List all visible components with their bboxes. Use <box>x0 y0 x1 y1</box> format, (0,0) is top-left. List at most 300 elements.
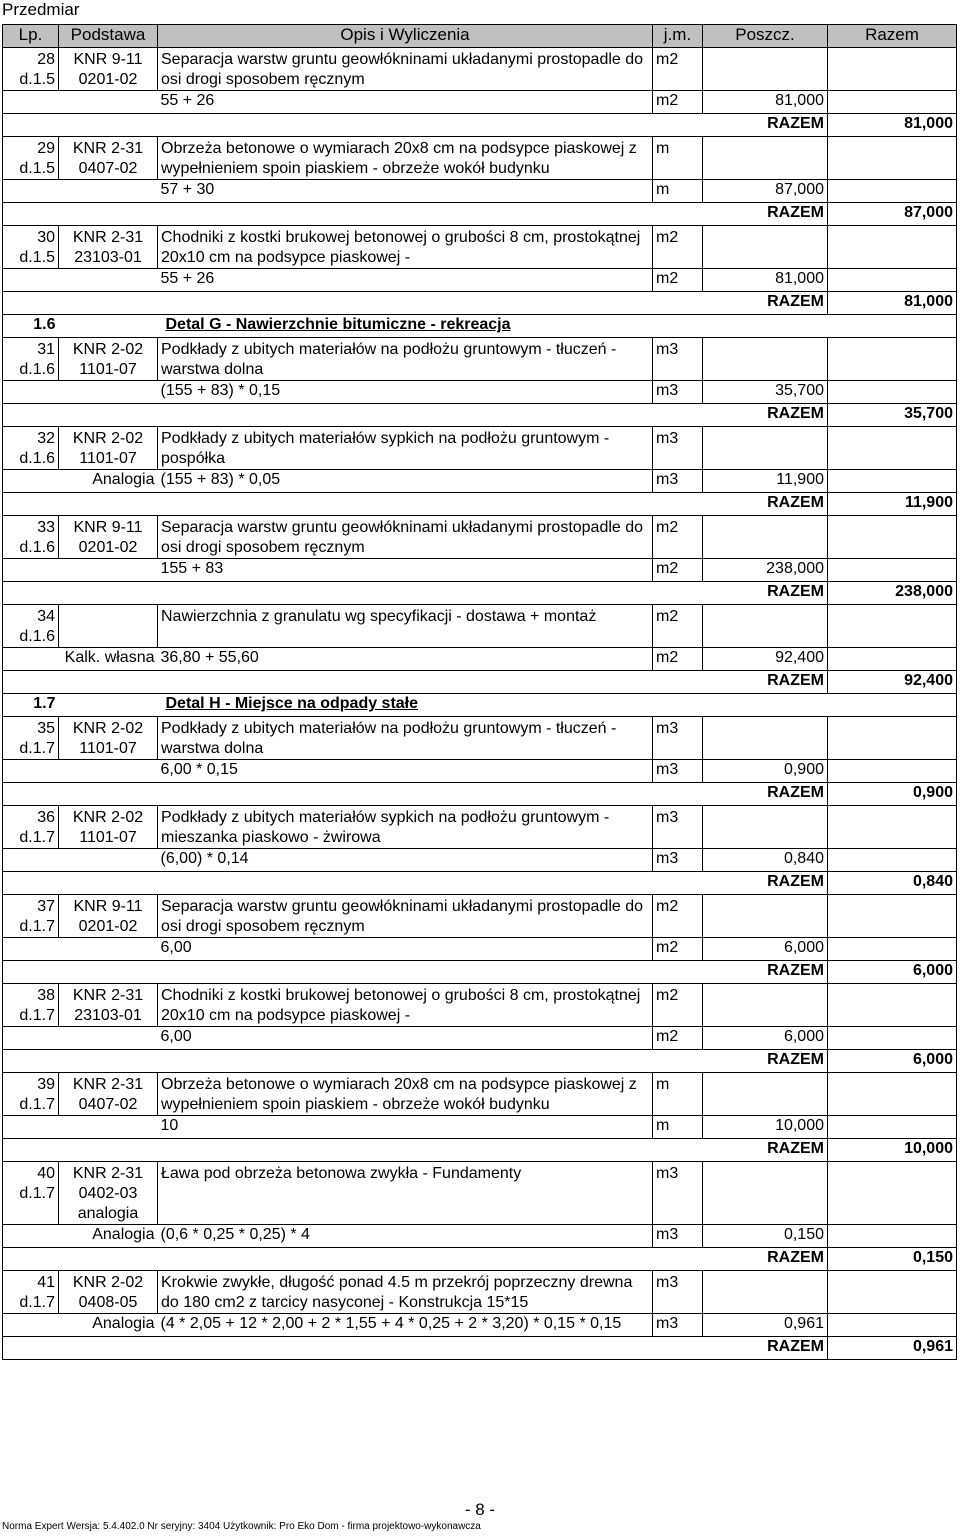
item-razem <box>828 895 957 938</box>
razem-row <box>3 1337 957 1360</box>
lp-line: d.1.6 <box>19 361 55 378</box>
razem-value: 81,000 <box>828 292 957 315</box>
item-razem <box>828 427 957 470</box>
header-poszcz: Poszcz. <box>703 25 828 48</box>
item-lp <box>3 1073 59 1116</box>
calc-unit: m <box>653 180 703 203</box>
calc-value: 6,000 <box>703 1027 828 1050</box>
razem-spacer <box>3 493 703 516</box>
calc-razem <box>828 559 957 582</box>
lp-line: 35 <box>37 720 55 737</box>
razem-spacer <box>3 1337 703 1360</box>
calc-label <box>3 91 158 114</box>
lp-line: d.1.7 <box>19 1007 55 1024</box>
item-lp <box>3 516 59 559</box>
item-description: Obrzeża betonowe o wymiarach 20x8 cm na podsypce piaskowej z wypełnieniem spoin piaskiem - obrzeże wokół budynku <box>158 137 653 180</box>
lp-line: d.1.7 <box>19 740 55 757</box>
item-code <box>59 1271 158 1314</box>
item-row <box>3 806 957 849</box>
calc-label <box>3 1116 158 1139</box>
calc-row <box>3 381 957 404</box>
item-code <box>59 48 158 91</box>
razem-spacer <box>3 671 703 694</box>
item-razem <box>828 605 957 648</box>
calc-label: Analogia <box>3 1314 158 1337</box>
section-title: Detal G - Nawierzchnie bitumiczne - rekreacja <box>165 316 511 333</box>
item-lp <box>3 137 59 180</box>
calc-unit: m2 <box>653 91 703 114</box>
document-title: Przedmiar <box>2 0 80 19</box>
item-row <box>3 1162 957 1225</box>
item-code <box>59 1073 158 1116</box>
item-row <box>3 226 957 269</box>
page-number: - 8 - <box>464 1500 496 1519</box>
lp-line: d.1.5 <box>19 71 55 88</box>
calc-label <box>3 269 158 292</box>
item-description: Krokwie zwykłe, długość ponad 4.5 m przekrój poprzeczny drewna do 180 cm2 z tarcicy nasyconej - Konstrukcja 15*15 <box>158 1271 653 1314</box>
lp-line: d.1.6 <box>19 539 55 556</box>
razem-row <box>3 783 957 806</box>
section-number: 1.7 <box>3 694 59 717</box>
item-lp <box>3 806 59 849</box>
calc-expression: 55 + 26 <box>158 269 653 292</box>
calc-expression: 57 + 30 <box>158 180 653 203</box>
razem-spacer <box>3 203 703 226</box>
razem-row <box>3 961 957 984</box>
calc-unit: m <box>653 1116 703 1139</box>
item-row <box>3 338 957 381</box>
razem-spacer <box>3 783 703 806</box>
calc-expression: (4 * 2,05 + 12 * 2,00 + 2 * 1,55 + 4 * 0,25 + 2 * 3,20) * 0,15 * 0,15 <box>158 1314 653 1337</box>
razem-label: RAZEM <box>703 582 828 605</box>
code-line: KNR 2-31 <box>72 140 144 157</box>
code-line: KNR 2-02 <box>72 809 144 826</box>
lp-line: d.1.5 <box>19 160 55 177</box>
calc-row <box>3 1116 957 1139</box>
header-jm: j.m. <box>653 25 703 48</box>
calc-value: 92,400 <box>703 648 828 671</box>
calc-expression: 6,00 * 0,15 <box>158 760 653 783</box>
razem-row <box>3 1050 957 1073</box>
calc-value: 0,840 <box>703 849 828 872</box>
calc-unit: m2 <box>653 269 703 292</box>
razem-label: RAZEM <box>703 292 828 315</box>
item-code <box>59 137 158 180</box>
razem-label: RAZEM <box>703 872 828 895</box>
razem-spacer <box>3 582 703 605</box>
calc-value: 11,900 <box>703 470 828 493</box>
calc-row <box>3 180 957 203</box>
code-line: 1101-07 <box>79 450 137 467</box>
item-row <box>3 427 957 470</box>
lp-line: 39 <box>37 1076 55 1093</box>
code-line: 0201-02 <box>78 71 138 88</box>
item-row <box>3 605 957 648</box>
calc-unit: m2 <box>653 559 703 582</box>
calc-label <box>3 1027 158 1050</box>
razem-row <box>3 404 957 427</box>
calc-label: Kalk. własna <box>3 648 158 671</box>
calc-value: 10,000 <box>703 1116 828 1139</box>
calc-label: Analogia <box>3 470 158 493</box>
razem-spacer <box>3 404 703 427</box>
calc-label <box>3 559 158 582</box>
lp-line: 30 <box>37 229 55 246</box>
item-razem <box>828 984 957 1027</box>
calc-value: 0,150 <box>703 1225 828 1248</box>
item-razem <box>828 806 957 849</box>
table-header-row <box>3 25 957 48</box>
calc-razem <box>828 1314 957 1337</box>
calc-razem <box>828 381 957 404</box>
razem-row <box>3 114 957 137</box>
item-row <box>3 1271 957 1314</box>
calc-row <box>3 938 957 961</box>
razem-value: 81,000 <box>828 114 957 137</box>
calc-razem <box>828 938 957 961</box>
razem-label: RAZEM <box>703 404 828 427</box>
item-description: Separacja warstw gruntu geowłókninami układanymi prostopadle do osi drogi sposobem ręcznym <box>158 516 653 559</box>
calc-value: 35,700 <box>703 381 828 404</box>
item-poszcz <box>703 717 828 760</box>
calc-expression: (155 + 83) * 0,15 <box>158 381 653 404</box>
item-unit: m2 <box>653 226 703 269</box>
calc-row <box>3 760 957 783</box>
razem-label: RAZEM <box>703 961 828 984</box>
razem-label: RAZEM <box>703 114 828 137</box>
calc-value: 87,000 <box>703 180 828 203</box>
item-row <box>3 895 957 938</box>
lp-line: d.1.5 <box>19 249 55 266</box>
item-code <box>59 516 158 559</box>
razem-spacer <box>3 872 703 895</box>
lp-line: 37 <box>37 898 55 915</box>
item-poszcz <box>703 605 828 648</box>
header-opis: Opis i Wyliczenia <box>158 25 653 48</box>
code-line: KNR 9-11 <box>73 51 143 68</box>
razem-value: 0,150 <box>828 1248 957 1271</box>
item-poszcz <box>703 1162 828 1225</box>
item-lp <box>3 48 59 91</box>
lp-line: 38 <box>37 987 55 1004</box>
item-razem <box>828 1271 957 1314</box>
calc-expression: 10 <box>158 1116 653 1139</box>
item-unit: m3 <box>653 338 703 381</box>
item-description: Podkłady z ubitych materiałów na podłożu gruntowym - tłuczeń - warstwa dolna <box>158 717 653 760</box>
item-unit: m <box>653 137 703 180</box>
lp-line: d.1.7 <box>19 829 55 846</box>
header-podstawa: Podstawa <box>59 25 158 48</box>
item-razem <box>828 48 957 91</box>
table-body <box>3 48 957 1360</box>
razem-row <box>3 1139 957 1162</box>
calc-label: Analogia <box>3 1225 158 1248</box>
item-row <box>3 137 957 180</box>
code-line: 0408-05 <box>78 1294 138 1311</box>
razem-spacer <box>3 1248 703 1271</box>
calc-row <box>3 648 957 671</box>
razem-spacer <box>3 114 703 137</box>
item-unit: m3 <box>653 1162 703 1225</box>
item-lp <box>3 226 59 269</box>
calc-expression: 6,00 <box>158 1027 653 1050</box>
item-lp <box>3 984 59 1027</box>
calc-label <box>3 381 158 404</box>
razem-value: 6,000 <box>828 961 957 984</box>
item-code <box>59 605 158 648</box>
item-row <box>3 984 957 1027</box>
item-lp <box>3 895 59 938</box>
calc-value: 0,961 <box>703 1314 828 1337</box>
item-unit: m2 <box>653 984 703 1027</box>
calc-razem <box>828 180 957 203</box>
item-code <box>59 895 158 938</box>
calc-label <box>3 760 158 783</box>
section-title-cell <box>59 315 957 338</box>
item-code <box>59 338 158 381</box>
section-number: 1.6 <box>3 315 59 338</box>
code-line: KNR 2-31 <box>72 1076 144 1093</box>
item-description: Chodniki z kostki brukowej betonowej o grubości 8 cm, prostokątnej 20x10 cm na podsypce piaskowej - <box>158 226 653 269</box>
calc-razem <box>828 760 957 783</box>
lp-line: d.1.7 <box>19 1096 55 1113</box>
item-unit: m2 <box>653 895 703 938</box>
lp-line: d.1.7 <box>19 1294 55 1311</box>
code-line: KNR 2-02 <box>72 341 144 358</box>
lp-line: d.1.7 <box>19 1185 55 1202</box>
code-line: KNR 2-02 <box>72 720 144 737</box>
calc-expression: 55 + 26 <box>158 91 653 114</box>
calc-razem <box>828 1116 957 1139</box>
item-code <box>59 226 158 269</box>
item-row <box>3 516 957 559</box>
lp-line: 32 <box>37 430 55 447</box>
code-line: KNR 2-31 <box>72 1165 144 1182</box>
calc-unit: m3 <box>653 760 703 783</box>
lp-line: 29 <box>37 140 55 157</box>
razem-spacer <box>3 1139 703 1162</box>
item-code <box>59 984 158 1027</box>
lp-line: 36 <box>37 809 55 826</box>
calc-unit: m2 <box>653 1027 703 1050</box>
item-razem <box>828 137 957 180</box>
calc-expression: 36,80 + 55,60 <box>158 648 653 671</box>
razem-row <box>3 292 957 315</box>
calc-razem <box>828 648 957 671</box>
item-description: Podkłady z ubitych materiałów sypkich na podłożu gruntowym - mieszanka piaskowo - żwirowa <box>158 806 653 849</box>
item-row <box>3 1073 957 1116</box>
calc-row <box>3 91 957 114</box>
razem-label: RAZEM <box>703 493 828 516</box>
item-razem <box>828 1162 957 1225</box>
item-poszcz <box>703 516 828 559</box>
section-title-cell <box>59 694 957 717</box>
lp-line: 34 <box>37 608 55 625</box>
razem-label: RAZEM <box>703 203 828 226</box>
code-line: analogia <box>77 1205 139 1222</box>
lp-line: 41 <box>37 1274 55 1291</box>
item-lp <box>3 1271 59 1314</box>
razem-label: RAZEM <box>703 671 828 694</box>
calc-row <box>3 1314 957 1337</box>
razem-value: 0,900 <box>828 783 957 806</box>
item-code <box>59 1162 158 1225</box>
code-line: 23103-01 <box>74 249 142 266</box>
item-unit: m2 <box>653 605 703 648</box>
lp-line: 31 <box>37 341 55 358</box>
item-poszcz <box>703 48 828 91</box>
code-line: 0407-02 <box>78 1096 138 1113</box>
item-razem <box>828 338 957 381</box>
code-line: KNR 9-11 <box>73 519 143 536</box>
calc-row <box>3 1225 957 1248</box>
razem-label: RAZEM <box>703 783 828 806</box>
item-poszcz <box>703 1271 828 1314</box>
item-razem <box>828 1073 957 1116</box>
item-poszcz <box>703 427 828 470</box>
calc-razem <box>828 91 957 114</box>
calc-expression: 6,00 <box>158 938 653 961</box>
item-razem <box>828 226 957 269</box>
razem-value: 0,961 <box>828 1337 957 1360</box>
item-description: Podkłady z ubitych materiałów na podłożu gruntowym - tłuczeń - warstwa dolna <box>158 338 653 381</box>
section-title: Detal H - Miejsce na odpady stałe <box>165 695 419 712</box>
razem-value: 92,400 <box>828 671 957 694</box>
item-code <box>59 717 158 760</box>
lp-line: 40 <box>37 1165 55 1182</box>
lp-line: d.1.7 <box>19 918 55 935</box>
calc-unit: m3 <box>653 1314 703 1337</box>
calc-unit: m2 <box>653 648 703 671</box>
item-description: Separacja warstw gruntu geowłókninami układanymi prostopadle do osi drogi sposobem ręcznym <box>158 48 653 91</box>
item-poszcz <box>703 806 828 849</box>
code-line: KNR 2-02 <box>72 1274 144 1291</box>
code-line: 0402-03 <box>78 1185 138 1202</box>
calc-label <box>3 938 158 961</box>
calc-unit: m3 <box>653 1225 703 1248</box>
calc-row <box>3 269 957 292</box>
code-line: 0201-02 <box>78 539 138 556</box>
item-unit: m2 <box>653 516 703 559</box>
item-code <box>59 806 158 849</box>
code-line: 1101-07 <box>79 829 137 846</box>
item-unit: m3 <box>653 427 703 470</box>
calc-row <box>3 470 957 493</box>
code-line: 0201-02 <box>78 918 138 935</box>
code-line: 0407-02 <box>78 160 138 177</box>
razem-row <box>3 671 957 694</box>
item-unit: m2 <box>653 48 703 91</box>
item-poszcz <box>703 1073 828 1116</box>
item-lp <box>3 1162 59 1225</box>
code-line: KNR 2-02 <box>72 430 144 447</box>
item-razem <box>828 516 957 559</box>
item-description: Chodniki z kostki brukowej betonowej o grubości 8 cm, prostokątnej 20x10 cm na podsypce piaskowej - <box>158 984 653 1027</box>
lp-line: 28 <box>37 51 55 68</box>
calc-razem <box>828 849 957 872</box>
razem-value: 11,900 <box>828 493 957 516</box>
calc-unit: m3 <box>653 381 703 404</box>
calc-expression: 155 + 83 <box>158 559 653 582</box>
item-lp <box>3 427 59 470</box>
calc-value: 0,900 <box>703 760 828 783</box>
calc-row <box>3 849 957 872</box>
razem-row <box>3 582 957 605</box>
razem-spacer <box>3 292 703 315</box>
calc-expression: (155 + 83) * 0,05 <box>158 470 653 493</box>
calc-razem <box>828 1225 957 1248</box>
razem-row <box>3 872 957 895</box>
section-row <box>3 694 957 717</box>
item-unit: m3 <box>653 1271 703 1314</box>
calc-value: 81,000 <box>703 91 828 114</box>
razem-value: 35,700 <box>828 404 957 427</box>
calc-value: 81,000 <box>703 269 828 292</box>
calc-expression: (6,00) * 0,14 <box>158 849 653 872</box>
code-line: KNR 9-11 <box>73 898 143 915</box>
item-unit: m <box>653 1073 703 1116</box>
item-row <box>3 48 957 91</box>
razem-label: RAZEM <box>703 1139 828 1162</box>
item-row <box>3 717 957 760</box>
calc-label <box>3 849 158 872</box>
przedmiar-table <box>2 24 957 1360</box>
calc-row <box>3 559 957 582</box>
razem-spacer <box>3 1050 703 1073</box>
code-line: 1101-07 <box>79 740 137 757</box>
item-lp <box>3 605 59 648</box>
lp-line: 33 <box>37 519 55 536</box>
razem-value: 87,000 <box>828 203 957 226</box>
calc-razem <box>828 269 957 292</box>
code-line: 1101-07 <box>79 361 137 378</box>
calc-row <box>3 1027 957 1050</box>
calc-label <box>3 180 158 203</box>
item-description: Podkłady z ubitych materiałów sypkich na podłożu gruntowym - pospółka <box>158 427 653 470</box>
lp-line: d.1.6 <box>19 628 55 645</box>
item-poszcz <box>703 984 828 1027</box>
header-razem: Razem <box>828 25 957 48</box>
calc-unit: m3 <box>653 849 703 872</box>
razem-spacer <box>3 961 703 984</box>
item-poszcz <box>703 226 828 269</box>
item-unit: m3 <box>653 806 703 849</box>
item-description: Ława pod obrzeża betonowa zwykła - Fundamenty <box>158 1162 653 1225</box>
item-poszcz <box>703 338 828 381</box>
item-code <box>59 427 158 470</box>
razem-value: 238,000 <box>828 582 957 605</box>
razem-label: RAZEM <box>703 1248 828 1271</box>
footer-text: Norma Expert Wersja: 5.4.402.0 Nr seryjny: 3404 Użytkownik: Pro Eko Dom - firma projektowo-wykonawcza <box>2 1521 481 1532</box>
item-lp <box>3 717 59 760</box>
code-line: 23103-01 <box>74 1007 142 1024</box>
item-description: Obrzeża betonowe o wymiarach 20x8 cm na podsypce piaskowej z wypełnieniem spoin piaskiem - obrzeże wokół budynku <box>158 1073 653 1116</box>
calc-razem <box>828 1027 957 1050</box>
razem-row <box>3 493 957 516</box>
razem-label: RAZEM <box>703 1337 828 1360</box>
item-poszcz <box>703 137 828 180</box>
code-line: KNR 2-31 <box>72 987 144 1004</box>
header-lp: Lp. <box>3 25 59 48</box>
item-lp <box>3 338 59 381</box>
code-line: KNR 2-31 <box>72 229 144 246</box>
razem-value: 10,000 <box>828 1139 957 1162</box>
calc-value: 238,000 <box>703 559 828 582</box>
item-description: Nawierzchnia z granulatu wg specyfikacji - dostawa + montaż <box>158 605 653 648</box>
item-unit: m3 <box>653 717 703 760</box>
razem-label: RAZEM <box>703 1050 828 1073</box>
item-description: Separacja warstw gruntu geowłókninami układanymi prostopadle do osi drogi sposobem ręcznym <box>158 895 653 938</box>
